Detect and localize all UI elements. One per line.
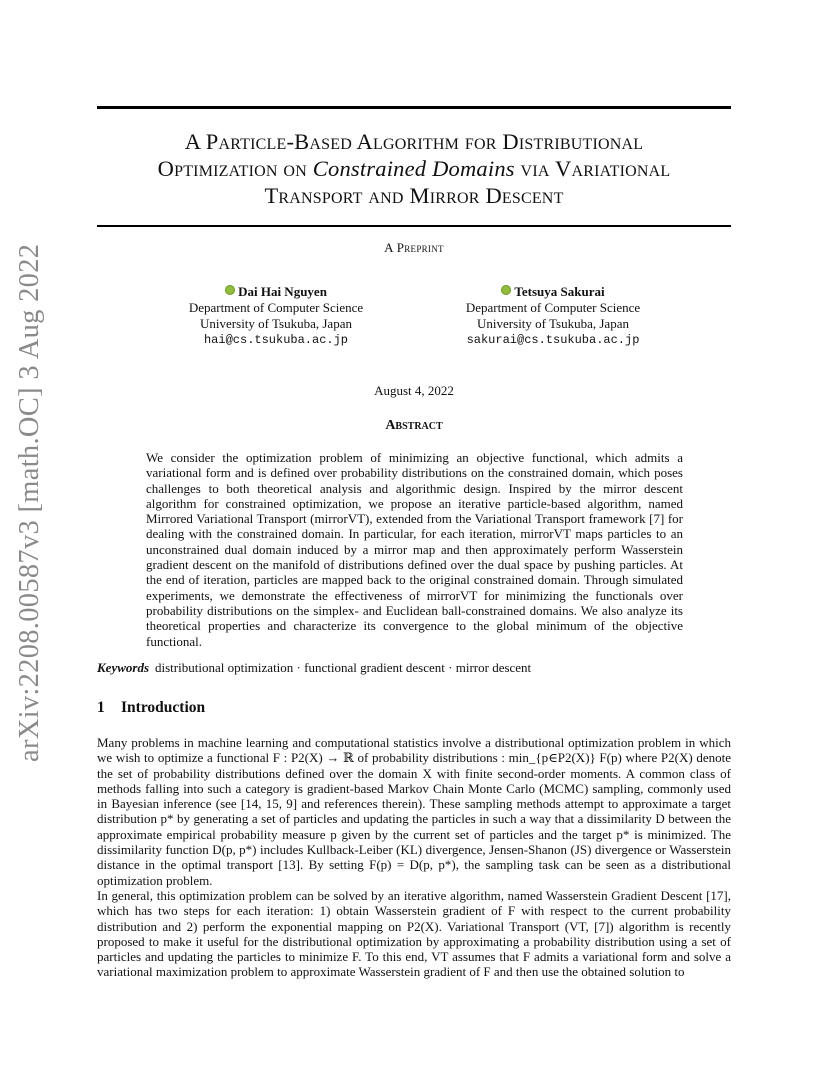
- keywords-text: distributional optimization · functional gradient descent · mirror descent: [155, 660, 532, 675]
- title-line-2-post: via Variational: [514, 156, 671, 181]
- orcid-icon[interactable]: [225, 285, 235, 295]
- title-line-2-emphasis: Constrained Domains: [312, 156, 515, 181]
- author-department: Department of Computer Science: [188, 300, 364, 315]
- arxiv-identifier-stamp: arXiv:2208.00587v3 [math.OC] 3 Aug 2022: [14, 243, 45, 762]
- author-email[interactable]: hai@cs.tsukuba.ac.jp: [203, 333, 349, 347]
- section-heading: [97, 699, 205, 717]
- title-line-2: [97, 155, 731, 182]
- abstract-heading: Abstract: [385, 418, 443, 433]
- title-rule-top: [97, 106, 731, 109]
- author-name: Tetsuya Sakurai: [514, 284, 605, 299]
- author-affiliation: University of Tsukuba, Japan: [200, 316, 352, 331]
- keywords-label: Keywords: [97, 660, 149, 675]
- author-affiliation: University of Tsukuba, Japan: [477, 316, 629, 331]
- author-department: Department of Computer Science: [465, 300, 641, 315]
- intro-paragraph-1: Many problems in machine learning and computational statistics involve a distributional optimization problem in which we wish to optimize a functional F : P2(X) → ℝ of probability distributions : min_{p∈P2(X)} F(p) where P2(X) denote the set of probability distributions defined over the domain X with finite second-order moments. A common class of methods falling into such a category is gradient-based Markov Chain Monte Carlo (MCMC) sampling, commonly used in Bayesian inference (see [14, 15, 9] and references therein). These sampling methods attempt to approximate a target distribution p* by generating a set of particles and updating the particles in such a way that a dissimilarity D between the approximate empirical probability measure p given by the current set of particles and the target p* is minimized. The dissimilarity function D(p, p*) includes Kullback-Leiber (KL) divergence, Jensen-Shanon (JS) divergence or Wasserstein distance in the optimal transport [13]. By setting F(p) = D(p, p*), the sampling task can be seen as a distributional optimization problem.: [97, 735, 731, 888]
- paper-title: [97, 128, 731, 209]
- title-rule-bottom: [97, 225, 731, 227]
- title-line-2-pre: Optimization on: [157, 156, 313, 181]
- author-name: Dai Hai Nguyen: [238, 284, 327, 299]
- keywords-line: [97, 660, 531, 676]
- author-block-1: [161, 284, 391, 348]
- abstract-body: We consider the optimization problem of minimizing an objective functional, which admits a variational form and is defined over probability distributions on the constrained domain, which poses challenges to both theoretical analysis and algorithmic design. Inspired by the mirror descent algorithm for constrained optimization, we propose an iterative particle-based algorithm, named Mirrored Variational Transport (mirrorVT), extended from the Variational Transport framework [7] for dealing with the constrained domain. In particular, for each iteration, mirrorVT maps particles to an unconstrained dual domain induced by a mirror map and then approximately perform Wasserstein gradient descent on the manifold of distributions defined over the dual space by pushing particles. At the end of iteration, particles are mapped back to the original constrained domain. Through simulated experiments, we demonstrate the effectiveness of mirrorVT for minimizing the functionals over probability distributions on the simplex- and Euclidean ball-constrained domains. We also analyze its theoretical properties and characterize its convergence to the global minimum of the objective functional.: [146, 450, 683, 649]
- publication-date: August 4, 2022: [374, 383, 454, 398]
- title-line-1: A Particle-Based Algorithm for Distributional: [184, 129, 644, 154]
- orcid-icon[interactable]: [501, 285, 511, 295]
- author-block-2: [438, 284, 668, 348]
- title-line-3: Transport and Mirror Descent: [264, 183, 564, 208]
- intro-paragraph-2: In general, this optimization problem can be solved by an iterative algorithm, named Wasserstein Gradient Descent [17], which has two steps for each iteration: 1) obtain Wasserstein gradient of F with respect to the current probability distribution and 2) perform the exponential mapping on P2(X). Variational Transport (VT, [7]) algorithm is recently proposed to make it useful for the distributional optimization by approximating a probability distribution using a set of particles and updating the particles to minimize F. To this end, VT assumes that F admits a variational form and solve a variational maximization problem to approximate Wasserstein gradient of F and then use the obtained solution to: [97, 888, 731, 980]
- author-name-row: [161, 284, 391, 300]
- author-email[interactable]: sakurai@cs.tsukuba.ac.jp: [466, 333, 640, 347]
- preprint-label: A Preprint: [384, 240, 444, 255]
- author-name-row: [438, 284, 668, 300]
- section-number: 1: [97, 699, 105, 716]
- section-title: Introduction: [121, 699, 206, 716]
